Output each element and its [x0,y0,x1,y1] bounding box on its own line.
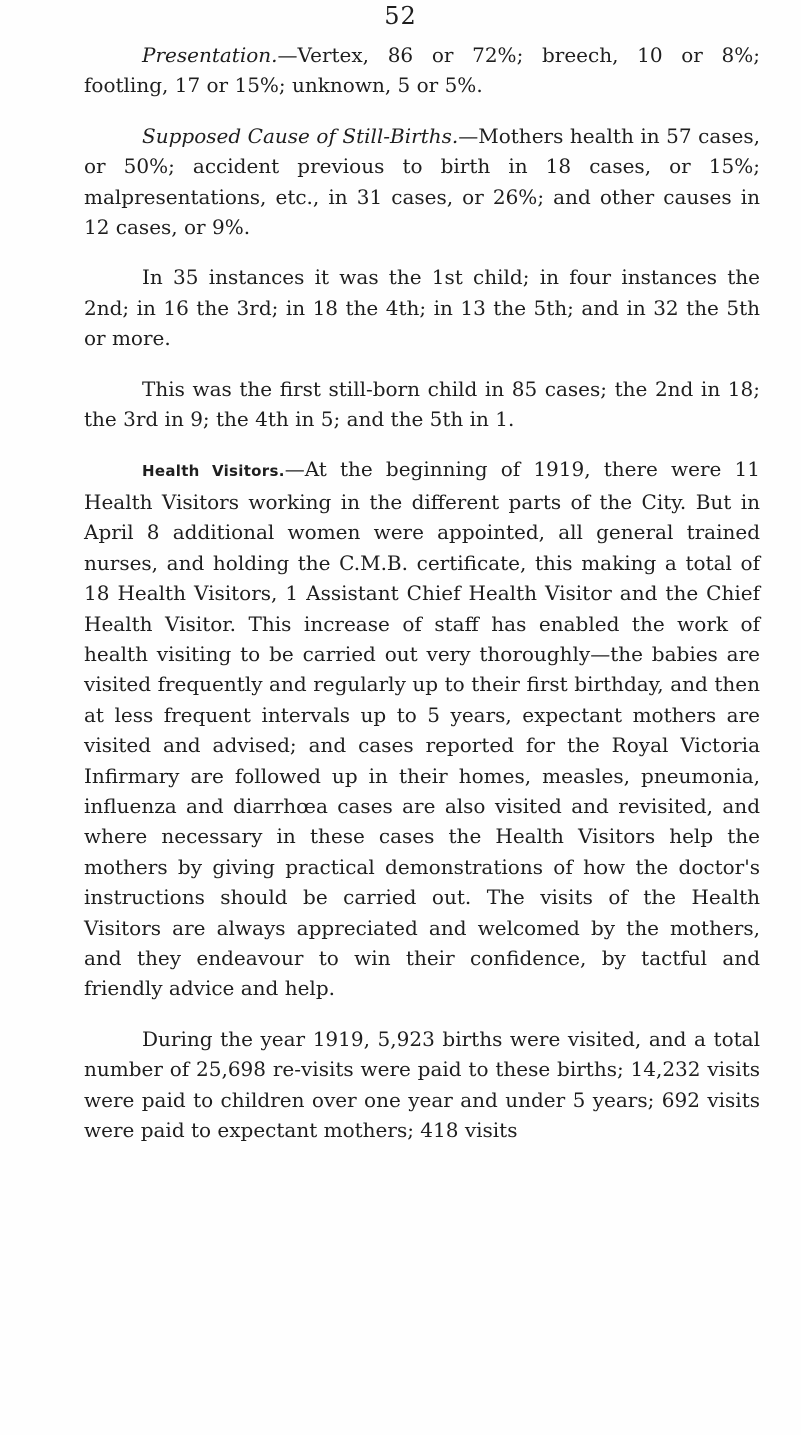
body-text [84,40,760,1145]
health-visitors-text: —At the beginning of 1919, there were 11 Health Visitors working in the different parts of the City. But in April 8 additional women were appointed, all general trained nurses, and holding the C.M.B. certificate, this making a total of 18 Health Visitors, 1 Assistant Chief Health Visitor and the Chief Health Visitor. This increase of staff has enabled the work of health visiting to be carried out very thoroughly—the babies are visited frequently and regularly up to their first birthday, and then at less frequent intervals up to 5 years, expectant mothers are visited and advised; and cases reported for the Royal Victoria Infirmary are followed up in their homes, measles, pneumonia, influenza and diarrhœa cases are also visited and revisited, and where necessary in these cases the Health Visitors help the mothers by giving practical demonstrations of how the doctor's instructions should be carried out. The visits of the Health Visitors are always appreciated and welcomed by the mothers, and they endeavour to win their confidence, by tactful and friendly advice and help. [84,457,760,1001]
paragraph-presentation [84,40,760,101]
presentation-heading: Presentation. [142,43,278,67]
supposed-cause-text: —Mothers health in 57 cases, or 50%; accident previous to birth in 18 cases, or 15%; malpresentations, etc., in 31 cases, or 26%; and other causes in 12 cases, or 9%. [84,123,760,240]
paragraph-first-still-born: This was the first still-born child in 85 cases; the 2nd in 18; the 3rd in 9; the 4th in 5; and the 5th in 1. [84,376,760,432]
paragraph-health-visitors [84,454,760,1003]
paragraph-supposed-cause [84,121,760,243]
paragraph-instances: In 35 instances it was the 1st child; in four instances the 2nd; in 16 the 3rd; in 18 the 4th; in 13 the 5th; and in 32 the 5th or more. [84,265,760,351]
supposed-cause-heading: Supposed Cause of Still-Births. [142,123,459,148]
page-number: 52 [384,2,417,30]
presentation-text: —Vertex, 86 or 72%; breech, 10 or 8%; footling, 17 or 15%; unknown, 5 or 5%. [84,43,760,98]
paragraph-year-1919: During the year 1919, 5,923 births were visited, and a total number of 25,698 re-visits were paid to these births; 14,232 visits were paid to children over one year and under 5 years; 692 visits were paid to expectant mothers; 418 visits [84,1026,760,1142]
health-visitors-heading: Health Visitors. [142,462,285,481]
